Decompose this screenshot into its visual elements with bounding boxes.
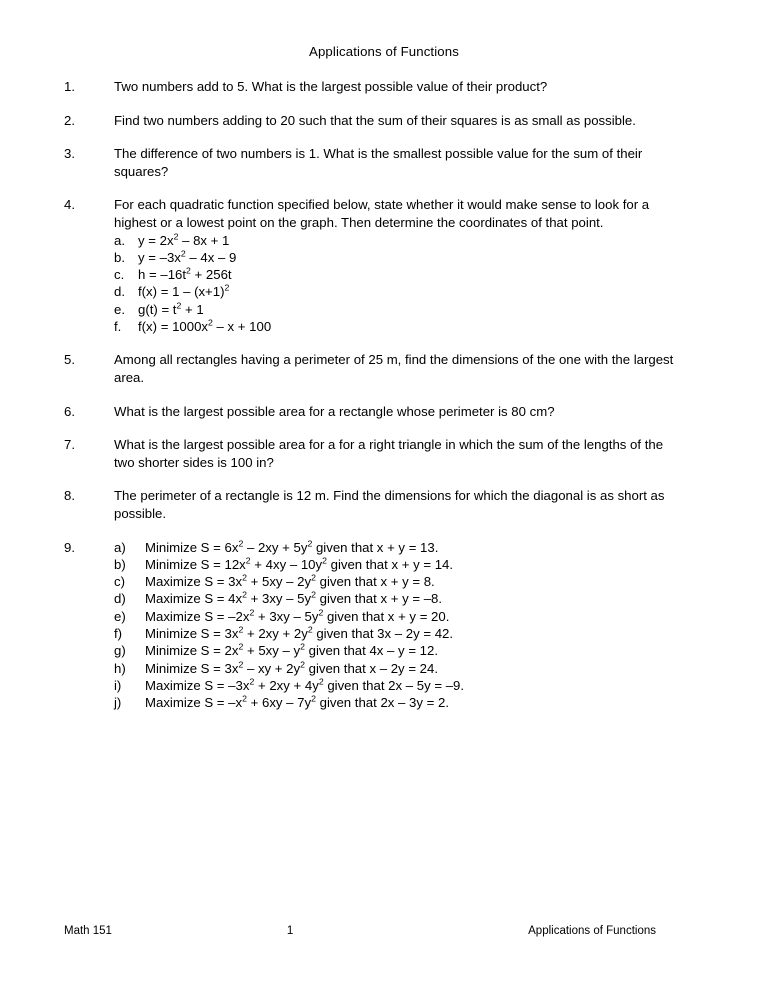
subitem-label: e) [114, 608, 126, 624]
subitem-expression: Maximize $S = 4x^2 + 3xy - 5y^2$ given that x + y = –8. [145, 590, 443, 607]
problem-number: 6. [64, 403, 75, 419]
subitem-expression: Minimize $S = 6x^2 - 2xy + 5y^2$ given that x + y = 13. [145, 538, 439, 555]
problem-statement: What is the largest possible area for a for a right triangle in which the sum of the lengths of the two shorter sides is 100 in? [114, 437, 664, 470]
subitem-label: f) [114, 625, 123, 641]
subitem-label: c. [114, 267, 125, 283]
subitem-expression: $g(t) = t^2 + 1$ [138, 300, 204, 317]
problem-statement: The perimeter of a rectangle is 12 m. Find the dimensions for which the diagonal is as short as possible. [114, 488, 665, 521]
subitem-expression: Minimize $S = 2x^2 + 5xy - y^2$ given that 4x – y = 12. [145, 641, 439, 659]
problem-item [64, 539, 704, 712]
problem-body [114, 196, 680, 335]
subitem-expression: $y = -3x^2 - 4x - 9$ [138, 248, 237, 265]
problem-statement: Two numbers add to 5. What is the largest possible value of their product? [114, 79, 548, 94]
subitem-expression: $f(x) = 1000x^2 - x + 100$ [138, 317, 272, 335]
problem-subitem [114, 301, 680, 318]
problem-body [114, 112, 680, 130]
subitem-expression: Minimize $S = 3x^2$ – xy + $2y^2$ given that x – 2y = 24. [145, 659, 439, 676]
problem-statement: What is the largest possible area for a rectangle whose perimeter is 80 cm? [114, 403, 555, 419]
problem-statement: The difference of two numbers is 1. What is the smallest possible value for the sum of their squares? [114, 146, 643, 179]
subitem-label: b) [114, 556, 126, 572]
subitem-expression: $h = -16t^2 + 256t$ [138, 265, 232, 283]
page-title: Applications of Functions [309, 44, 459, 59]
problem-subitem [114, 642, 680, 659]
subitem-expression: Minimize $S = 12x^2 + 4xy - 10y^2$ given that x + y = 14. [145, 555, 454, 572]
subitem-label: g) [114, 643, 126, 659]
problem-item [64, 351, 704, 386]
problem-item [64, 436, 704, 471]
subitem-label: c) [114, 574, 125, 590]
page-footer [64, 924, 656, 938]
problem-body [114, 351, 680, 386]
subitem-expression: $f(x) = 1 - (x+1)^2$ [138, 283, 230, 300]
subitem-expression: Maximize $S = -2x^2 + 3xy - 5y^2$ given that x + y = 20. [145, 607, 450, 624]
problem-body [114, 539, 680, 712]
footer-course: Math 151 [64, 925, 112, 937]
problem-subitem [114, 283, 680, 300]
problem-list [64, 78, 704, 711]
problem-number: 2. [64, 112, 75, 128]
problem-item [64, 403, 704, 421]
subitem-label: i) [114, 677, 122, 693]
problem-statement: For each quadratic function specified below, state whether it would make sense to look for a highest or a lowest point on the graph. Then determine the coordinates of that point. [114, 197, 650, 230]
problem-subitem [114, 318, 680, 335]
problem-item [64, 112, 704, 130]
subitem-expression: $y = 2x^2 - 8x + 1$ [138, 231, 230, 248]
problem-number: 4. [64, 197, 75, 213]
subitem-label: j) [114, 695, 122, 711]
problem-number: 9. [64, 539, 75, 555]
problem-number: 7. [64, 437, 75, 453]
problem-subitem [114, 266, 680, 283]
problem-item [64, 487, 704, 522]
subitem-label: a) [114, 539, 126, 555]
problem-body [114, 487, 680, 522]
subitem-label: b. [114, 249, 125, 265]
problem-subitem [114, 694, 680, 711]
subitem-label: e. [114, 301, 125, 317]
problem-item [64, 78, 704, 96]
problem-body [114, 403, 680, 421]
problem-subitem-list [114, 539, 680, 712]
problem-subitem-list [114, 232, 680, 336]
subitem-label: d. [114, 284, 125, 300]
problem-subitem [114, 660, 680, 677]
subitem-expression: Maximize $S = -3x^2 + 2xy + 4y^2$ given that 2x – 5y = –9. [145, 676, 465, 693]
problem-number: 8. [64, 488, 75, 504]
problem-subitem [114, 625, 680, 642]
problem-body [114, 436, 680, 471]
footer-title: Applications of Functions [528, 925, 656, 937]
subitem-expression: Minimize $S = 3x^2 + 2xy + 2y^2$ given that 3x – 2y = 42. [145, 624, 454, 641]
problem-subitem [114, 573, 680, 590]
problem-item [64, 196, 704, 335]
problem-subitem [114, 556, 680, 573]
problem-item [64, 145, 704, 180]
subitem-expression: Maximize $S = -x^2 + 6xy - 7y^2$ given that 2x – 3y = 2. [145, 693, 450, 711]
problem-statement: Find two numbers adding to 20 such that the sum of their squares is as small as possible. [114, 112, 636, 128]
problem-number: 3. [64, 146, 75, 162]
problem-number: 5. [64, 352, 75, 368]
problem-body [114, 78, 680, 96]
footer-page-number: 1 [286, 925, 294, 937]
problem-subitem [114, 539, 680, 556]
subitem-expression: Maximize $S = 3x^2 + 5xy - 2y^2$ given that x + y = 8. [145, 572, 435, 590]
subitem-label: f. [114, 319, 122, 335]
problem-subitem [114, 232, 680, 249]
subitem-label: d) [114, 591, 126, 607]
subitem-label: h) [114, 660, 126, 676]
subitem-label: a. [114, 232, 125, 248]
problem-subitem [114, 677, 680, 694]
problem-number: 1. [64, 79, 75, 94]
problem-subitem [114, 608, 680, 625]
problem-body [114, 145, 680, 180]
problem-subitem [114, 590, 680, 607]
problem-subitem [114, 249, 680, 266]
problem-statement: Among all rectangles having a perimeter of 25 m, find the dimensions of the one with the largest area. [114, 352, 674, 385]
